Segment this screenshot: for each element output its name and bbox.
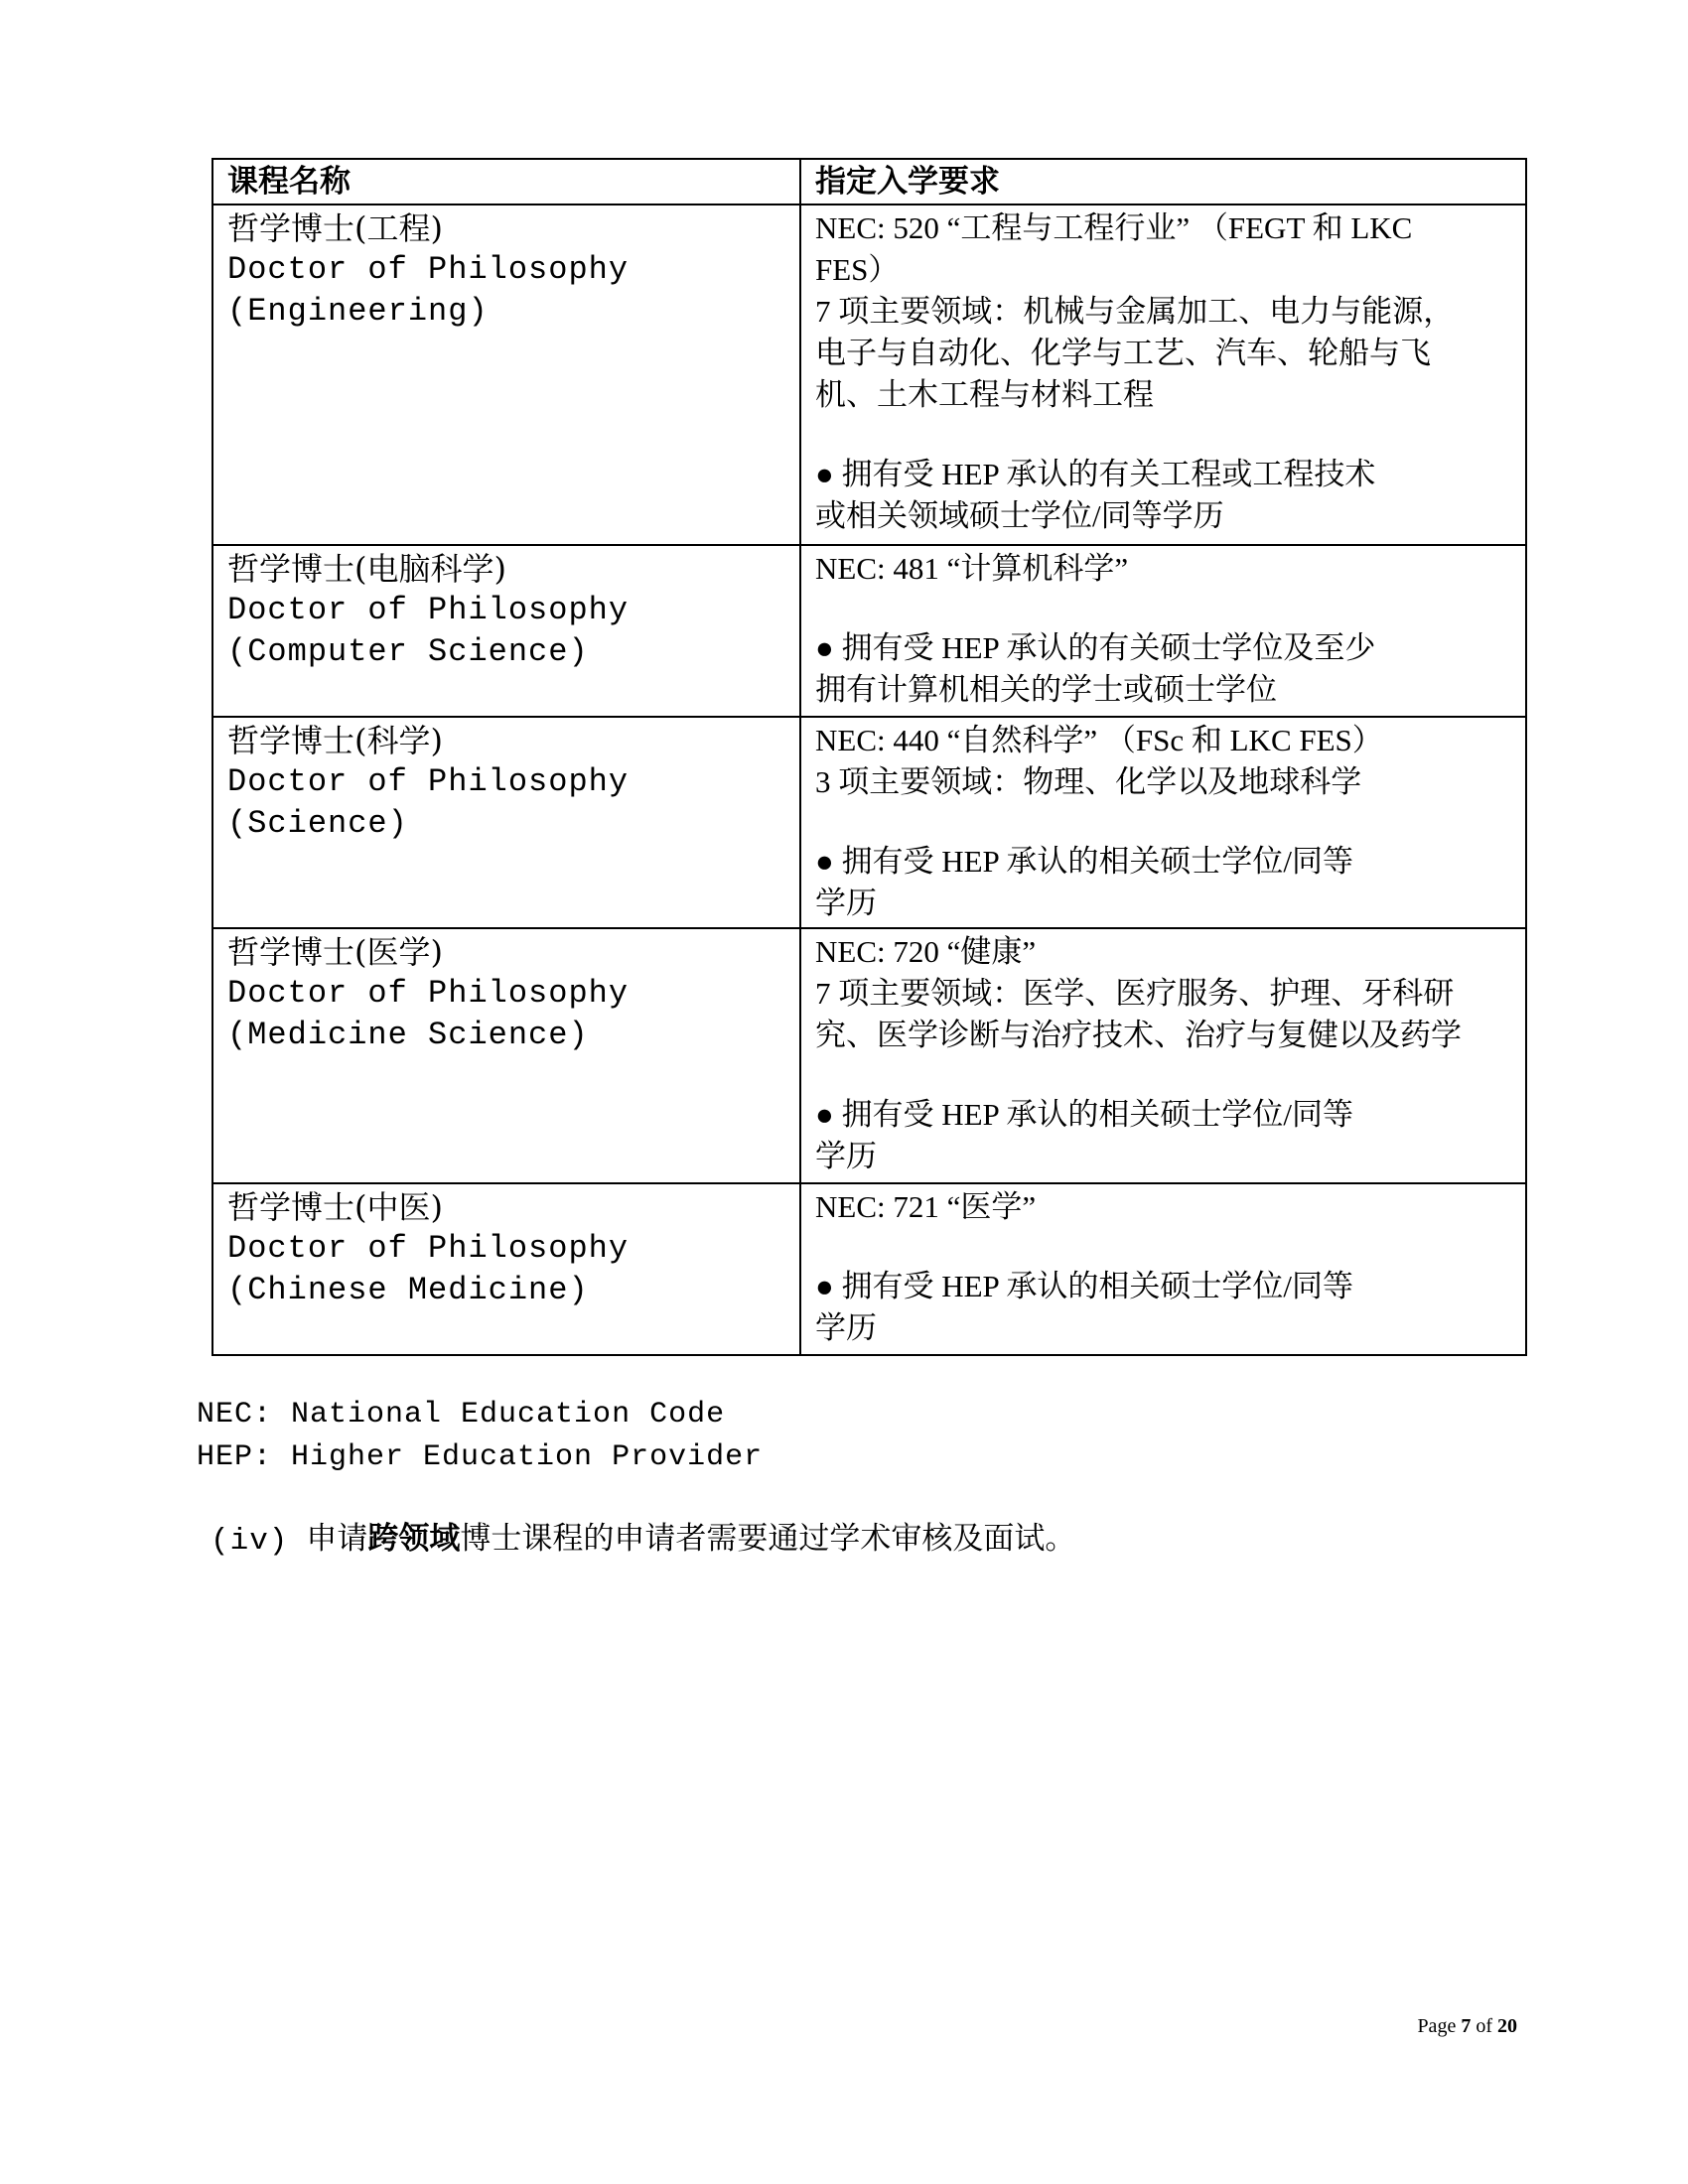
- course-cell: [212, 717, 800, 928]
- abbreviation-notes: [197, 1394, 763, 1479]
- requirement-cell: [800, 545, 1526, 717]
- course-name-en-field: (Medicine Science): [227, 1017, 589, 1053]
- course-name-en-field: (Computer Science): [227, 633, 589, 670]
- page-current: 7: [1461, 2015, 1472, 2037]
- course-name-en: Doctor of Philosophy: [227, 763, 630, 800]
- requirement-line: 7 项主要领域：医学、医疗服务、护理、牙科研: [815, 976, 1455, 1011]
- paragraph-iv: [211, 1517, 1075, 1564]
- header-entry-requirements: 指定入学要求: [800, 159, 1526, 205]
- table-header-row: [212, 159, 1526, 205]
- course-cell: [212, 545, 800, 717]
- requirement-bullet: ● 拥有受 HEP 承认的有关工程或工程技术: [815, 457, 1376, 491]
- requirement-line: 7 项主要领域：机械与金属加工、电力与能源，: [815, 294, 1455, 329]
- course-name-en: Doctor of Philosophy: [227, 592, 630, 628]
- requirement-line: NEC: 720 “健康”: [815, 934, 1037, 969]
- course-cell: [212, 1183, 800, 1355]
- course-name-en: Doctor of Philosophy: [227, 1230, 630, 1267]
- paragraph-text-end: 博士课程的申请者需要通过学术审核及面试。: [460, 1521, 1076, 1557]
- page-prefix: Page: [1417, 2015, 1462, 2037]
- requirement-cell: [800, 928, 1526, 1183]
- course-name-zh: 哲学博士(工程): [227, 209, 443, 247]
- page-number: [1417, 2015, 1517, 2038]
- course-cell: [212, 205, 800, 545]
- note-nec: NEC: National Education Code: [197, 1398, 726, 1432]
- paragraph-marker: (iv): [211, 1524, 289, 1559]
- course-name-en-field: (Engineering): [227, 293, 489, 330]
- admission-requirements-table: [211, 158, 1527, 1356]
- requirement-line: NEC: 440 “自然科学” （FSc 和 LKC FES）: [815, 723, 1383, 757]
- requirement-bullet: ● 拥有受 HEP 承认的有关硕士学位及至少: [815, 630, 1376, 665]
- requirement-bullet: ● 拥有受 HEP 承认的相关硕士学位/同等: [815, 844, 1353, 879]
- table-row: [212, 545, 1526, 717]
- requirement-line: 电子与自动化、化学与工艺、汽车、轮船与飞: [815, 336, 1431, 370]
- table-row: [212, 1183, 1526, 1355]
- course-name-en-field: (Science): [227, 805, 408, 842]
- requirement-line: NEC: 721 “医学”: [815, 1189, 1037, 1224]
- requirement-line: 机、土木工程与材料工程: [815, 377, 1154, 412]
- requirement-line: NEC: 481 “计算机科学”: [815, 551, 1129, 586]
- course-name-en-field: (Chinese Medicine): [227, 1272, 589, 1308]
- note-hep: HEP: Higher Education Provider: [197, 1440, 764, 1474]
- requirement-cell: [800, 1183, 1526, 1355]
- requirement-bullet: ● 拥有受 HEP 承认的相关硕士学位/同等: [815, 1269, 1353, 1303]
- requirement-bullet: ● 拥有受 HEP 承认的相关硕士学位/同等: [815, 1097, 1353, 1132]
- course-name-zh: 哲学博士(电脑科学): [227, 550, 506, 588]
- course-name-en: Doctor of Philosophy: [227, 251, 630, 288]
- requirement-bullet-continued: 学历: [815, 1310, 877, 1345]
- requirement-cell: [800, 717, 1526, 928]
- requirement-bullet-continued: 学历: [815, 1139, 877, 1173]
- table-row: [212, 717, 1526, 928]
- requirement-cell: [800, 205, 1526, 545]
- page-middle: of: [1471, 2015, 1497, 2037]
- course-name-zh: 哲学博士(科学): [227, 722, 443, 759]
- table-row: [212, 205, 1526, 545]
- table-row: [212, 928, 1526, 1183]
- requirement-line: 究、医学诊断与治疗技术、治疗与复健以及药学: [815, 1018, 1462, 1052]
- requirement-line: 3 项主要领域：物理、化学以及地球科学: [815, 764, 1362, 799]
- requirement-line: NEC: 520 “工程与工程行业” （FEGT 和 LKC: [815, 210, 1413, 245]
- course-name-zh: 哲学博士(中医): [227, 1188, 443, 1226]
- requirement-bullet-continued: 学历: [815, 886, 877, 920]
- course-name-zh: 哲学博士(医学): [227, 933, 443, 971]
- requirement-bullet-continued: 拥有计算机相关的学士或硕士学位: [815, 672, 1277, 707]
- page-total: 20: [1497, 2015, 1517, 2037]
- paragraph-text-start: 申请: [306, 1521, 368, 1557]
- requirement-bullet-continued: 或相关领域硕士学位/同等学历: [815, 498, 1224, 533]
- course-cell: [212, 928, 800, 1183]
- paragraph-bold-text: 跨领域: [367, 1521, 461, 1557]
- header-course-name: 课程名称: [212, 159, 800, 205]
- course-name-en: Doctor of Philosophy: [227, 975, 630, 1012]
- requirement-line: FES）: [815, 252, 900, 287]
